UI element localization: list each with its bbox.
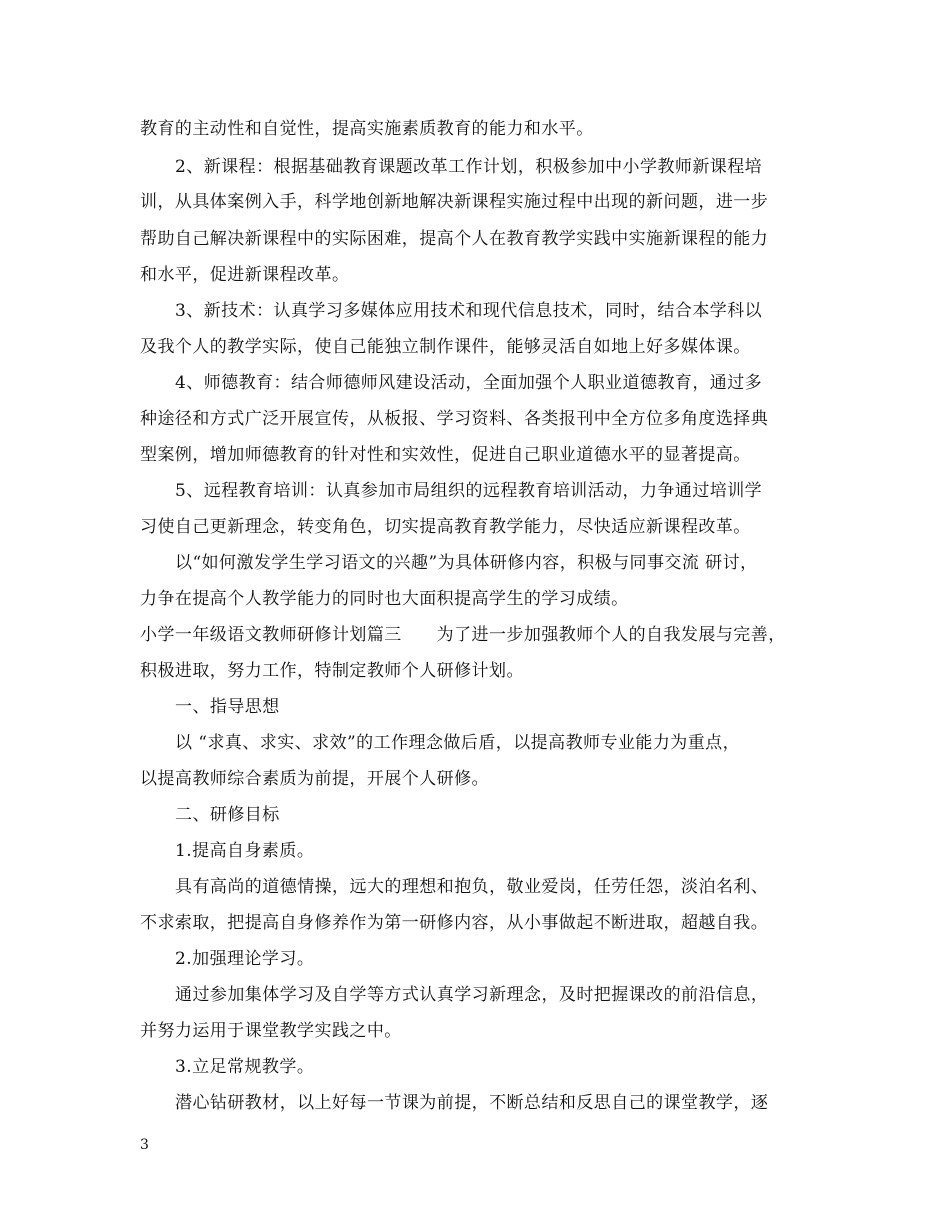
text-line: 教育的主动性和自觉性，提高实施素质教育的能力和水平。 — [140, 119, 594, 139]
subsection-heading: 1.提高自身素质。 — [175, 841, 315, 861]
text-line: 型案例，增加师德教育的针对性和实效性，促进自己职业道德水平的显著提高。 — [140, 445, 751, 465]
subsection-heading: 2.加强理论学习。 — [175, 949, 315, 969]
text-line: 以“如何激发学生学习语文的兴趣”为具体研修内容，积极与同事交流 研讨， — [175, 553, 758, 573]
text-line: 积极进取，努力工作，特制定教师个人研修计划。 — [140, 661, 524, 681]
text-line: 3、新技术：认真学习多媒体应用技术和现代信息技术，同时，结合本学科以 — [175, 301, 763, 321]
text-line: 具有高尚的道德情操，远大的理想和抱负，敬业爱岗，任劳任怨，淡泊名利、 — [175, 877, 769, 897]
text-line: 不求索取，把提高自身修养作为第一研修内容，从小事做起不断进取，超越自我。 — [140, 913, 769, 933]
text-line: 训，从具体案例入手，科学地创新地解决新课程实施过程中出现的新问题，进一步 — [140, 192, 769, 212]
section-heading: 二、研修目标 — [175, 805, 280, 825]
text-line: 力争在提高个人教学能力的同时也大面积提高学生的学习成绩。 — [140, 589, 629, 609]
text-line: 以提高教师综合素质为前提，开展个人研修。 — [140, 769, 489, 789]
page-number: 3 — [140, 1137, 149, 1153]
text-line: 和水平，促进新课程改革。 — [140, 265, 350, 285]
text-line: 以 “求真、求实、求效”的工作理念做后盾，以提高教师专业能力为重点， — [175, 733, 741, 753]
text-line: 帮助自己解决新课程中的实际困难，提高个人在教育教学实践中实施新课程的能力 — [140, 229, 769, 249]
subsection-heading: 3.立足常规教学。 — [175, 1057, 315, 1077]
text-line: 习使自己更新理念，转变角色，切实提高教育教学能力，尽快适应新课程改革。 — [140, 517, 751, 537]
text-line: 2、新课程：根据基础教育课题改革工作计划，积极参加中小学教师新课程培 — [175, 157, 763, 177]
text-line: 小学一年级语文教师研修计划篇三 为了进一步加强教师个人的自我发展与完善， — [140, 625, 786, 645]
section-heading: 一、指导思想 — [175, 697, 280, 717]
text-line: 通过参加集体学习及自学等方式认真学习新理念，及时把握课改的前沿信息， — [175, 985, 769, 1005]
text-line: 并努力运用于课堂教学实践之中。 — [140, 1021, 402, 1041]
text-line: 5、远程教育培训：认真参加市局组织的远程教育培训活动，力争通过培训学 — [175, 481, 763, 501]
text-line: 4、师德教育：结合师德师风建设活动，全面加强个人职业道德教育，通过多 — [175, 373, 763, 393]
text-line: 及我个人的教学实际，使自己能独立制作课件，能够灵活自如地上好多媒体课。 — [140, 337, 751, 357]
text-line: 种途径和方式广泛开展宣传，从板报、学习资料、各类报刊中全方位多角度选择典 — [140, 409, 769, 429]
text-line: 潜心钻研教材，以上好每一节课为前提，不断总结和反思自己的课堂教学，逐 — [175, 1093, 769, 1113]
